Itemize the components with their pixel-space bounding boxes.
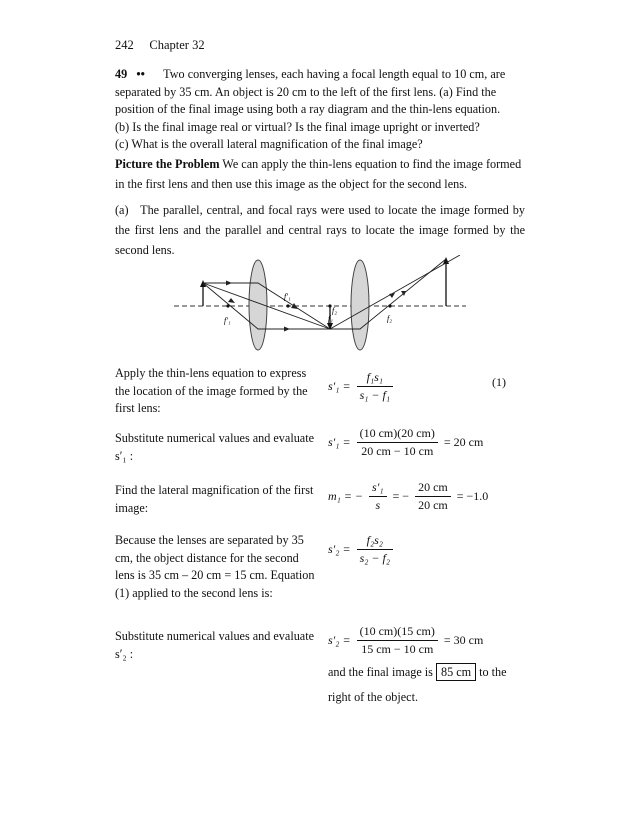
step-4-denominator: s₂ − f₂	[359, 551, 391, 565]
ray-marker	[226, 281, 232, 286]
lens2-rays	[330, 255, 460, 329]
step-3-lhs: m₁ = −	[328, 489, 364, 503]
step-4-fraction	[357, 533, 393, 566]
picture-text: We can apply the thin-lens equation to find the image formed in the first lens and then use this image as the object for the second lens.	[115, 157, 522, 191]
label-f1-right: f′₁	[284, 292, 291, 301]
chapter-title: Chapter 32	[149, 38, 205, 52]
second-lens	[351, 260, 369, 350]
page-number: 242	[115, 38, 134, 52]
step-3-fraction-a	[369, 480, 386, 513]
conclusion-line-1	[328, 665, 507, 680]
problem-line-4: (b) Is the final image real or virtual? Is the final image upright or inverted?	[115, 119, 480, 134]
label-f2-mid: f₂	[332, 306, 338, 315]
step-4-equation	[328, 533, 393, 566]
step-2-result: = 20 cm	[443, 435, 484, 449]
equation-tag-1: (1)	[492, 375, 506, 389]
ray-marker	[389, 293, 395, 298]
conclusion-after: to the	[479, 665, 507, 679]
step-5-fraction	[357, 624, 438, 657]
step-2-fraction	[357, 426, 438, 459]
page-header	[115, 38, 205, 53]
label-f1-mid: f₁	[328, 314, 334, 323]
difficulty-dots: ••	[136, 67, 145, 81]
step-2-denominator: 20 cm − 10 cm	[361, 444, 434, 458]
problem-line-2: separated by 35 cm. An object is 20 cm to the left of the first lens. (a) Find the	[115, 84, 497, 99]
focal-point	[388, 304, 391, 307]
part-a-label: (a)	[115, 203, 129, 217]
step-3-equation	[328, 480, 488, 513]
problem-text-1: Two converging lenses, each having a focal length equal to 10 cm, are	[163, 67, 506, 81]
problem-number: 49	[115, 67, 128, 81]
conclusion-line-2: right of the object.	[328, 690, 419, 704]
step-5-denominator: 15 cm − 10 cm	[361, 642, 434, 656]
ray-marker	[284, 327, 290, 332]
part-a-text	[115, 200, 525, 260]
step-2-equation	[328, 426, 483, 459]
label-f2-right: f₂	[387, 314, 393, 323]
final-answer-box: 85 cm	[436, 663, 476, 681]
step-3-numerator-b: 20 cm	[415, 480, 451, 497]
conclusion-before: and the final image is	[328, 665, 433, 679]
step-5-result: = 30 cm	[443, 633, 484, 647]
picture-the-problem	[115, 154, 525, 194]
label-f1-left: f′₁	[224, 316, 231, 325]
step-3-numerator-a: s′₁	[369, 480, 386, 497]
step-1-numerator: f₁s₁	[357, 370, 393, 387]
step-4-lhs: s′₂ =	[328, 542, 351, 556]
step-1-denominator: s₁ − f₁	[359, 388, 391, 402]
step-4-numerator: f₂s₂	[357, 533, 393, 550]
ray-diagram	[170, 255, 470, 353]
problem-statement	[115, 66, 525, 154]
step-1-lhs: s′₁ =	[328, 379, 351, 393]
step-2-numerator: (10 cm)(20 cm)	[357, 426, 438, 443]
central-ray-2	[330, 255, 460, 329]
step-3-denominator-a: s	[375, 498, 381, 512]
step-1-equation	[328, 370, 393, 403]
problem-line-3: position of the final image using both a ray diagram and the thin-lens equation.	[115, 102, 501, 116]
step-5-text: Substitute numerical values and evaluate s′₂ :	[115, 629, 314, 661]
step-5-equation	[328, 624, 483, 657]
focal-point	[286, 304, 289, 307]
step-3-mid: = −	[392, 489, 410, 503]
picture-heading: Picture the Problem	[115, 157, 220, 171]
step-2-lhs: s′₁ =	[328, 435, 351, 449]
step-3-result: = −1.0	[456, 489, 489, 503]
problem-line-5: (c) What is the overall lateral magnification of the final image?	[115, 137, 423, 151]
step-2-text: Substitute numerical values and evaluate s′₁ :	[115, 431, 314, 463]
step-5-lhs: s′₂ =	[328, 633, 351, 647]
step-3-denominator-b: 20 cm	[418, 498, 448, 512]
focal-point	[226, 304, 229, 307]
problem-line-1	[115, 66, 525, 84]
step-1-text: Apply the thin-lens equation to express the location of the image formed by the first lens:	[115, 366, 308, 415]
step-4-text: Because the lenses are separated by 35 cm, the object distance for the second lens is 35 cm – 20 cm = 15 cm. Equation (1) applied to the second lens is:	[115, 533, 315, 600]
step-1-fraction	[357, 370, 393, 403]
step-3-fraction-b	[415, 480, 451, 513]
step-5-numerator: (10 cm)(15 cm)	[357, 624, 438, 641]
ray-marker	[228, 298, 235, 303]
step-3-text: Find the lateral magnification of the first image:	[115, 483, 314, 515]
part-a-body: The parallel, central, and focal rays were used to locate the image formed by the first lens and the parallel and central rays to locate the image formed by the second lens.	[115, 203, 525, 257]
